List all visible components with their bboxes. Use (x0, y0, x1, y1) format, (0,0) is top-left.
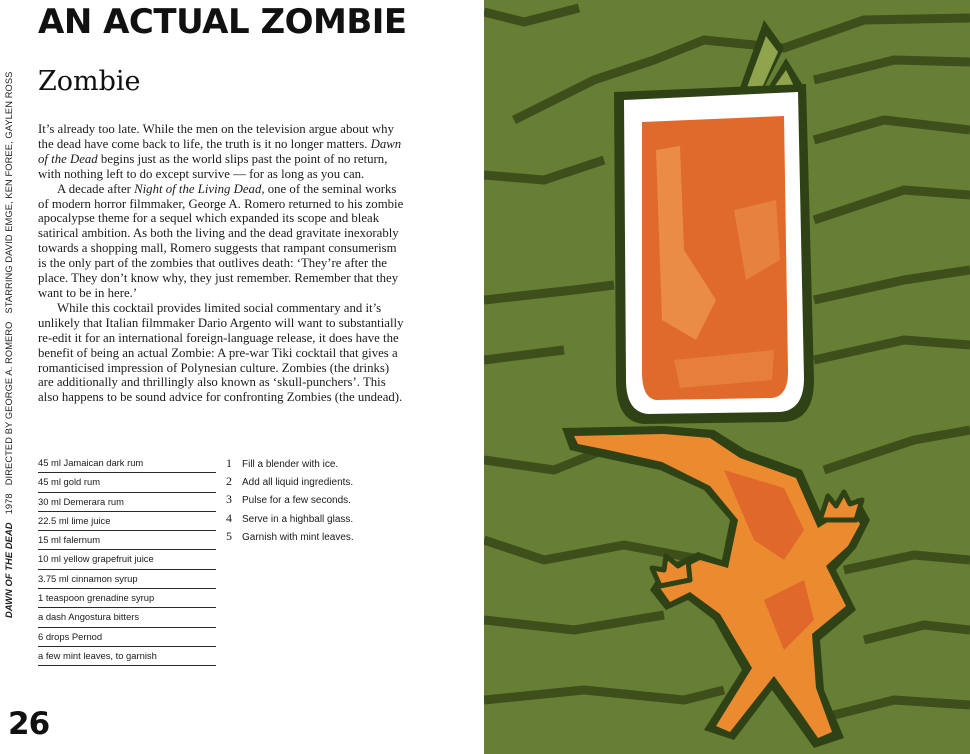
highball-glass (614, 84, 814, 424)
cocktail-name: Zombie (38, 66, 141, 97)
zombie-cocktail-illustration (484, 0, 970, 754)
ingredient-list (38, 454, 216, 666)
ingredient-item: 3.75 ml cinnamon syrup (38, 570, 216, 589)
paragraph-1: It’s already too late. While the men on the television argue about why the dead have come back to life, the truth is it no longer matters. Dawn of the Dead begins just as the world slips past the point of no return, with nothing left to do except survive — for as long as you can. (38, 122, 402, 181)
method-step (226, 510, 354, 528)
film-credits-spine (2, 18, 16, 618)
film-director: DIRECTED BY GEORGE A. ROMERO (4, 321, 14, 486)
ingredient-item: 10 ml yellow grapefruit juice (38, 550, 216, 569)
film-title-italic: Dawn of the Dead (38, 136, 402, 166)
ingredient-item: 15 ml falernum (38, 531, 216, 550)
step-text: Garnish with mint leaves. (242, 531, 354, 543)
ingredient-item: 45 ml gold rum (38, 473, 216, 492)
method-step (226, 528, 354, 546)
paragraph-3: While this cocktail provides limited social commentary and it’s unlikely that Italian filmmaker Dario Argento will want to substantially re-edit it for an international foreign-language release, it does have the benefit of being an actual Zombie: A pre-war Tiki cocktail that gives a romanticised impression of Polynesian culture. Zombies (the drinks) are additionally and thrillingly also known as ‘skull-punchers’. This also happens to be sound advice for confronting Zombies (the undead). (38, 300, 404, 405)
ingredient-item: a dash Angostura bitters (38, 608, 216, 627)
step-text: Pulse for a few seconds. (242, 495, 351, 507)
ingredient-item: 1 teaspoon grenadine syrup (38, 589, 216, 608)
step-number: 3 (226, 492, 232, 507)
left-page (0, 0, 484, 754)
step-text: Fill a blender with ice. (242, 459, 339, 470)
body-text (38, 122, 406, 405)
film-title: DAWN OF THE DEAD (4, 522, 14, 618)
method-step (226, 473, 354, 491)
ingredient-item: a few mint leaves, to garnish (38, 647, 216, 666)
step-number: 5 (226, 528, 232, 543)
ingredient-item: 45 ml Jamaican dark rum (38, 454, 216, 473)
ingredient-item: 22.5 ml lime juice (38, 512, 216, 531)
step-text: Serve in a highball glass. (242, 513, 354, 525)
ingredient-item: 30 ml Demerara rum (38, 493, 216, 512)
step-number: 4 (226, 510, 232, 525)
method-steps (226, 455, 354, 546)
step-text: Add all liquid ingredients. (242, 477, 354, 489)
illustration-page (484, 0, 970, 754)
paragraph-2: A decade after Night of the Living Dead, one of the seminal works of modern horror filmmaker, George A. Romero returned to his zombie apocalypse theme for a sequel which expanded its scope and bleak satirical ambition. As both the living and the dead gravitate inexorably towards a shopping mall, Romero suggests that rampant consumerism is the only part of the zombies that outlives death: ‘They’re after the place. They don’t know why, they just remember. Remember that they want to be in here.’ (38, 181, 404, 300)
page-number: 26 (8, 706, 50, 742)
method-step (226, 491, 354, 509)
page-title: AN ACTUAL ZOMBIE (38, 2, 407, 42)
step-number: 2 (226, 474, 232, 489)
ingredient-item: 6 drops Pernod (38, 628, 216, 647)
film-cast: STARRING DAVID EMGE, KEN FOREE, GAYLEN ROSS (4, 71, 14, 314)
method-step (226, 455, 354, 473)
film-year: 1978 (4, 493, 14, 515)
step-number: 1 (226, 456, 232, 470)
film-title-italic: Night of the Living Dead (134, 181, 262, 196)
